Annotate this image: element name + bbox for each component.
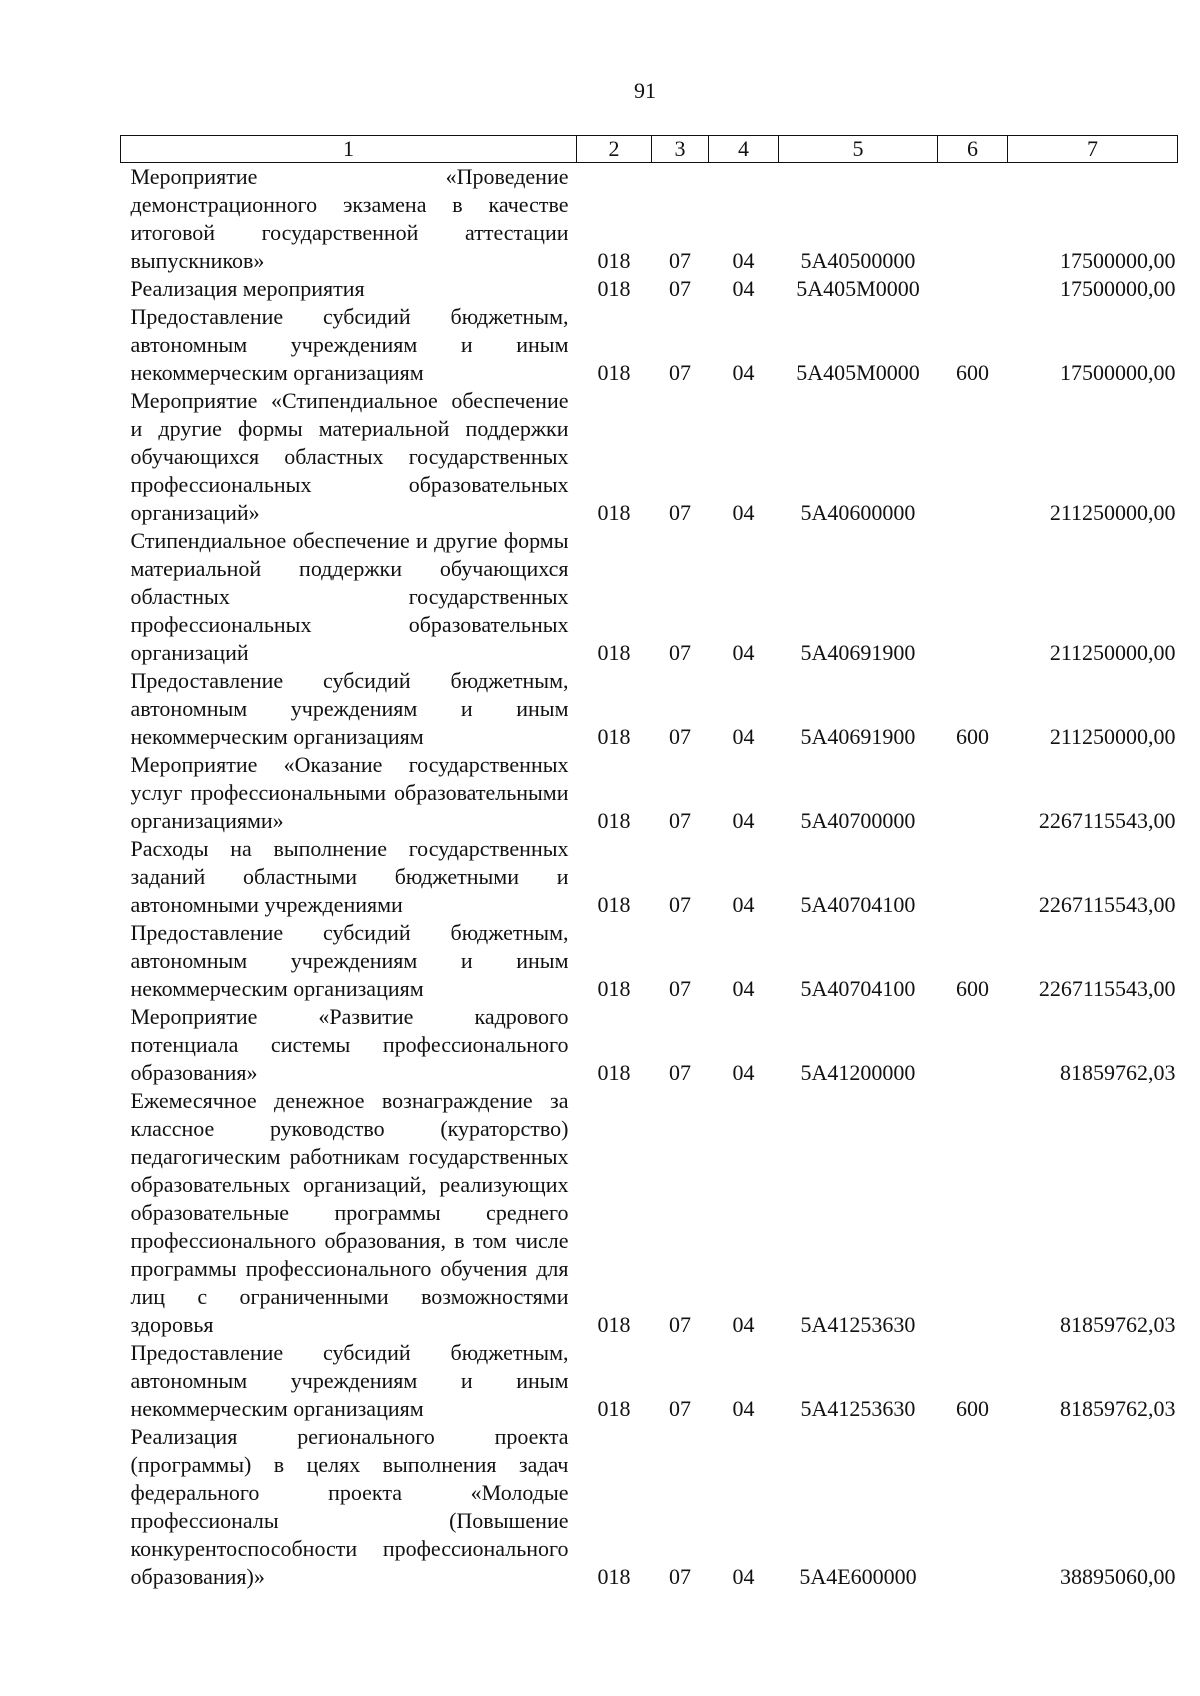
row-name: Расходы на выполнение государственных заданий областными бюджетными и автономными учреждениями [130,836,569,917]
row-target-article: 5А405М0000 [796,276,920,301]
header-col-2: 2 [577,136,652,163]
table-row [121,1087,1178,1339]
row-grbs: 018 [597,360,631,385]
row-name: Реализация регионального проекта (программы) в целях выполнения задач федерального проекта «Молодые профессионалы (Повышение конкурентоспособности профессионального образования)» [130,1424,569,1589]
row-expense-type [938,751,1008,835]
row-amount: 17500000,00 [1060,248,1176,273]
row-subsection: 04 [732,808,755,833]
row-expense-type [938,163,1008,276]
table-row [121,835,1178,919]
row-section: 07 [669,1060,691,1085]
row-subsection: 04 [732,500,755,525]
row-subsection: 04 [732,360,755,385]
row-amount: 81859762,03 [1060,1312,1176,1337]
row-expense-type [938,275,1008,303]
table-row [121,667,1178,751]
header-row [121,136,1178,163]
row-expense-type [938,387,1008,527]
row-section: 07 [669,1564,691,1589]
table-row [121,751,1178,835]
row-grbs: 018 [597,892,631,917]
row-section: 07 [669,808,691,833]
header-col-6: 6 [938,136,1008,163]
table-row [121,303,1178,387]
row-subsection: 04 [732,892,755,917]
row-target-article: 5А40691900 [800,724,916,749]
row-name: Мероприятие «Развитие кадрового потенциала системы профессионального образования» [130,1004,569,1085]
row-section: 07 [669,1396,691,1421]
row-name: Предоставление субсидий бюджетным, автономным учреждениям и иным некоммерческим организациям [130,920,569,1001]
row-section: 07 [669,640,691,665]
table-header [121,136,1178,163]
row-expense-type: 600 [956,724,989,749]
row-target-article: 5А40600000 [800,500,916,525]
row-amount: 2267115543,00 [1038,892,1176,917]
row-target-article: 5А40500000 [800,248,916,273]
header-col-4: 4 [709,136,779,163]
row-name: Ежемесячное денежное вознаграждение за классное руководство (кураторство) педагогическим работникам государственных образовательных организаций, реализующих образовательные программы среднего профессионального образования, в том числе программы профессионального обучения для лиц с ограниченными возможностями здоровья [130,1088,569,1337]
header-col-3: 3 [652,136,709,163]
row-name: Мероприятие «Стипендиальное обеспечение и другие формы материальной поддержки обучающихся областных государственных профессиональных образовательных организаций» [130,388,569,525]
row-section: 07 [669,1312,691,1337]
row-section: 07 [669,276,691,301]
row-amount: 211250000,00 [1049,724,1176,749]
row-target-article: 5А41253630 [800,1312,916,1337]
row-subsection: 04 [732,1312,755,1337]
table-row [121,1003,1178,1087]
row-section: 07 [669,892,691,917]
row-name: Мероприятие «Оказание государственных услуг профессиональными образовательными организациями» [130,752,569,833]
row-amount: 2267115543,00 [1038,976,1176,1001]
row-expense-type: 600 [956,976,989,1001]
row-expense-type [938,1003,1008,1087]
row-grbs: 018 [597,808,631,833]
row-grbs: 018 [597,640,631,665]
row-target-article: 5А41200000 [800,1060,916,1085]
row-name: Реализация мероприятия [130,276,365,301]
table-row [121,275,1178,303]
table-row [121,527,1178,667]
row-grbs: 018 [597,1312,631,1337]
row-amount: 17500000,00 [1060,276,1176,301]
row-section: 07 [669,724,691,749]
row-section: 07 [669,360,691,385]
row-grbs: 018 [597,500,631,525]
row-amount: 211250000,00 [1049,640,1176,665]
row-name: Мероприятие «Проведение демонстрационного экзамена в качестве итоговой государственной аттестации выпускников» [130,164,569,273]
header-col-5: 5 [779,136,938,163]
row-subsection: 04 [732,1060,755,1085]
row-section: 07 [669,976,691,1001]
table-body [121,163,1178,1592]
row-target-article: 5А4Е600000 [799,1564,917,1589]
row-target-article: 5А40691900 [800,640,916,665]
table-row [121,1423,1178,1591]
row-expense-type [938,1423,1008,1591]
row-amount: 81859762,03 [1060,1060,1176,1085]
row-target-article: 5А40700000 [800,808,916,833]
row-target-article: 5А40704100 [800,892,916,917]
row-amount: 81859762,03 [1060,1396,1176,1421]
row-subsection: 04 [732,976,755,1001]
header-col-1: 1 [121,136,577,163]
row-grbs: 018 [597,276,631,301]
row-section: 07 [669,500,691,525]
row-subsection: 04 [732,1564,755,1589]
row-grbs: 018 [597,248,631,273]
row-amount: 2267115543,00 [1038,808,1176,833]
page-number: 91 [634,78,656,103]
row-subsection: 04 [732,640,755,665]
row-expense-type [938,1087,1008,1339]
row-amount: 17500000,00 [1060,360,1176,385]
table-row [121,1339,1178,1423]
row-name: Стипендиальное обеспечение и другие формы материальной поддержки обучающихся областных государственных профессиональных образовательных организаций [130,528,569,665]
row-name: Предоставление субсидий бюджетным, автономным учреждениям и иным некоммерческим организациям [130,1340,569,1421]
row-expense-type [938,835,1008,919]
row-target-article: 5А40704100 [800,976,916,1001]
table-row [121,163,1178,276]
row-section: 07 [669,248,691,273]
row-amount: 211250000,00 [1049,500,1176,525]
row-subsection: 04 [732,724,755,749]
row-subsection: 04 [732,276,755,301]
row-grbs: 018 [597,1396,631,1421]
row-expense-type [938,527,1008,667]
header-col-7: 7 [1008,136,1178,163]
row-expense-type: 600 [956,360,989,385]
row-expense-type: 600 [956,1396,989,1421]
row-name: Предоставление субсидий бюджетным, автономным учреждениям и иным некоммерческим организациям [130,668,569,749]
row-subsection: 04 [732,248,755,273]
budget-table [120,135,1178,1591]
row-subsection: 04 [732,1396,755,1421]
row-target-article: 5А41253630 [800,1396,916,1421]
row-grbs: 018 [597,724,631,749]
row-grbs: 018 [597,1060,631,1085]
row-grbs: 018 [597,1564,631,1589]
table-row [121,387,1178,527]
row-grbs: 018 [597,976,631,1001]
row-target-article: 5А405М0000 [796,360,920,385]
row-amount: 38895060,00 [1060,1564,1176,1589]
row-name: Предоставление субсидий бюджетным, автономным учреждениям и иным некоммерческим организациям [130,304,569,385]
table-row [121,919,1178,1003]
